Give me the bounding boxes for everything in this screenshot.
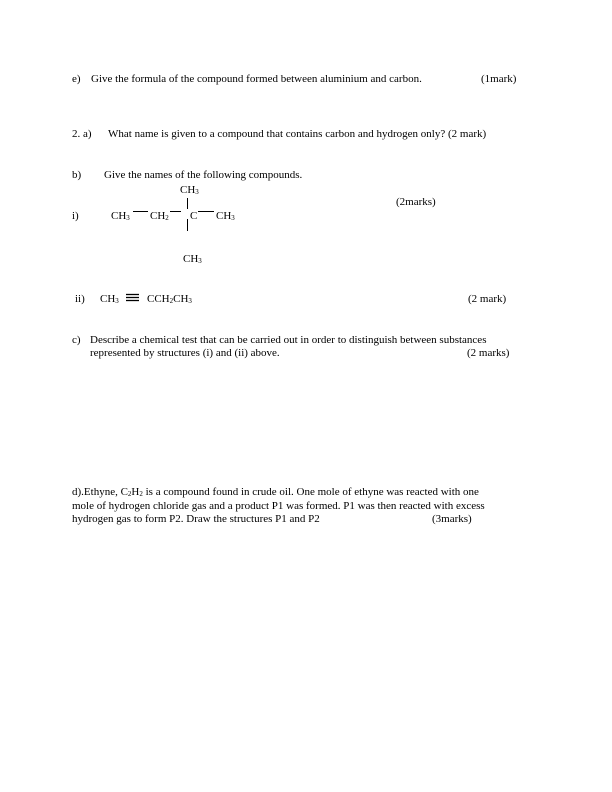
q2d-line1: d).Ethyne, $C_2H_2$ is a compound found in crude oil. One mole of ethyne was reacted with one — [72, 486, 479, 498]
q2b-ii-marks: (2 mark) — [468, 293, 507, 305]
q2d-line2: mole of hydrogen chloride gas and a product P1 was formed. P1 was then reacted with excess — [72, 500, 485, 512]
q2b-label: b) — [72, 169, 82, 181]
q2c-marks: (2 marks) — [467, 347, 510, 359]
q2a-text: What name is given to a compound that contains carbon and hydrogen only? (2 mark) — [108, 128, 487, 140]
q2b-i-marks: (2marks) — [396, 196, 436, 208]
q2c-line2: represented by structures (i) and (ii) above. — [90, 347, 280, 359]
formula-top-ch3: $CH_3$ — [180, 184, 199, 196]
q2b-text: Give the names of the following compounds. — [104, 169, 303, 181]
formula-central-c: C — [190, 210, 198, 222]
q1e-marks: (1mark) — [481, 73, 517, 85]
q2c-label: c) — [72, 334, 81, 346]
q2a-label: 2. a) — [72, 128, 92, 140]
formula-ch3-left: $CH_3$ — [111, 210, 130, 222]
formula-ch2: $CH_2$ — [150, 210, 169, 222]
formula-ii-right: $CCH_2CH_3$ — [147, 293, 192, 305]
q2c-line1: Describe a chemical test that can be carried out in order to distinguish between substances — [90, 334, 487, 346]
formula-bottom-ch3: $CH_3$ — [183, 253, 202, 265]
q2b-ii-label: ii) — [75, 293, 85, 305]
q1e-text: Give the formula of the compound formed between aluminium and carbon. — [91, 73, 422, 85]
formula-ch3-right: $CH_3$ — [216, 210, 235, 222]
q1e-label: e) — [72, 73, 81, 85]
q2d-marks: (3marks) — [432, 513, 472, 525]
q2d-line3: hydrogen gas to form P2. Draw the structures P1 and P2 — [72, 513, 320, 525]
q2b-i-label: i) — [72, 210, 79, 222]
formula-ii-left: $CH_3$ — [100, 293, 119, 305]
